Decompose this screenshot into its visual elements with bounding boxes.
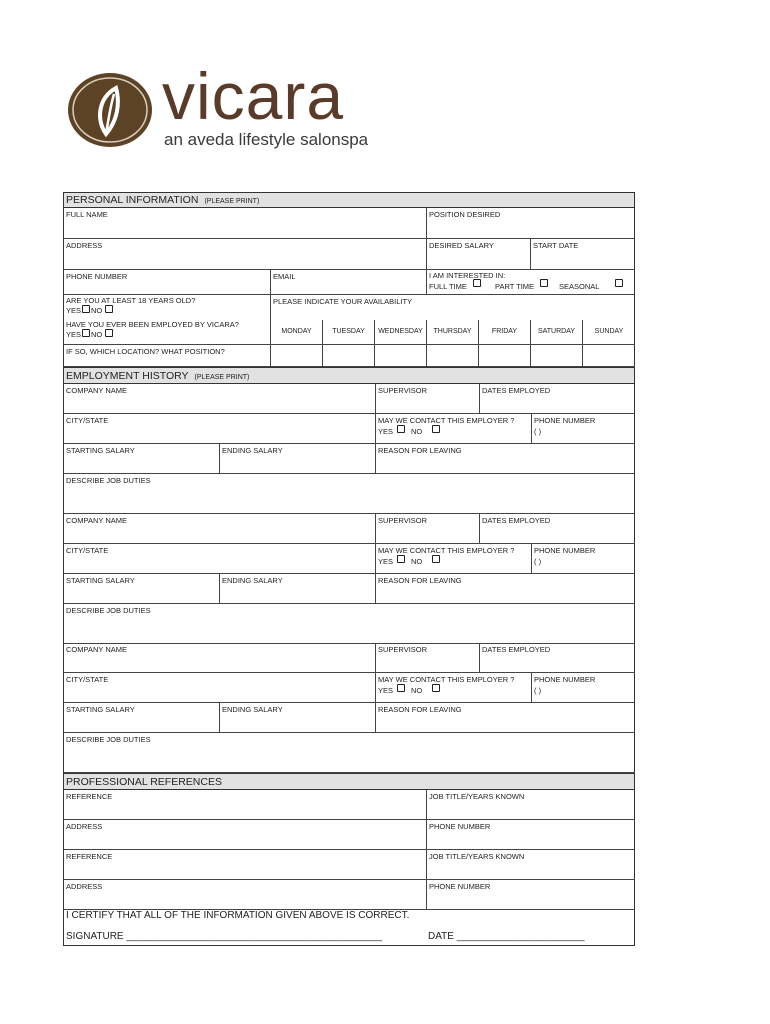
company-name-field[interactable] — [64, 643, 376, 673]
address-field[interactable] — [64, 239, 427, 270]
age-no-checkbox[interactable] — [105, 305, 113, 313]
employer-phone-field[interactable] — [532, 544, 635, 574]
day-label: THURSDAY — [433, 328, 472, 335]
contact-no-label: NO — [411, 557, 423, 566]
employed-yes-checkbox[interactable] — [82, 329, 90, 337]
ref-address-label: ADDRESS — [66, 882, 103, 891]
signature-line[interactable]: SIGNATURE ______________________________________________ — [66, 931, 383, 942]
day-label: MONDAY — [281, 328, 312, 335]
employed-question: HAVE YOU EVER BEEN EMPLOYED BY VICARA? — [66, 320, 239, 329]
contact-yes-checkbox[interactable] — [397, 555, 405, 563]
dates-employed-label: DATES EMPLOYED — [482, 516, 551, 525]
job-duties-field[interactable] — [64, 474, 635, 514]
availability-label: PLEASE INDICATE YOUR AVAILABILITY — [273, 297, 413, 306]
supervisor-field[interactable] — [376, 643, 480, 673]
age-question: ARE YOU AT LEAST 18 YEARS OLD? — [66, 296, 196, 305]
day-label: SATURDAY — [537, 328, 576, 335]
employer-phone-paren: ( ) — [534, 557, 542, 566]
ref-reference-label: REFERENCE — [66, 852, 113, 861]
full-time-checkbox[interactable] — [473, 279, 481, 287]
day-divider — [583, 344, 635, 345]
age-options — [66, 306, 116, 316]
dates-employed-label: DATES EMPLOYED — [482, 645, 551, 654]
desired-salary-label: DESIRED SALARY — [429, 241, 494, 250]
city-state-field[interactable] — [64, 544, 376, 574]
employed-no-checkbox[interactable] — [105, 329, 113, 337]
reason-leaving-label: REASON FOR LEAVING — [378, 576, 462, 585]
day-divider — [271, 344, 322, 345]
contact-question: MAY WE CONTACT THIS EMPLOYER ? — [378, 416, 515, 425]
contact-no-label: NO — [411, 686, 423, 695]
job-duties-label: DESCRIBE JOB DUTIES — [66, 735, 151, 744]
supervisor-field[interactable] — [376, 384, 480, 414]
phone-field[interactable] — [64, 270, 271, 295]
supervisor-label: SUPERVISOR — [378, 516, 428, 525]
application-form — [63, 192, 635, 946]
city-state-field[interactable] — [64, 673, 376, 703]
job-duties-label: DESCRIBE JOB DUTIES — [66, 606, 151, 615]
ref-phone-field[interactable] — [427, 880, 635, 910]
contact-employer-field[interactable] — [376, 673, 532, 703]
start-date-label: START DATE — [533, 241, 579, 250]
ref-job_title-field[interactable] — [427, 790, 635, 820]
age-no-label: NO — [91, 306, 103, 315]
email-field[interactable] — [271, 270, 427, 295]
starting-salary-field[interactable] — [64, 574, 220, 604]
phone-label: PHONE NUMBER — [66, 272, 128, 281]
age-yes-label: YES — [66, 306, 82, 315]
position-desired-field[interactable] — [427, 208, 635, 239]
section-header-personal — [64, 193, 634, 208]
city-state-label: CITY/STATE — [66, 546, 109, 555]
day-divider — [427, 344, 478, 345]
part-time-option — [495, 282, 551, 292]
section-header-employment — [64, 367, 634, 384]
start-date-field[interactable] — [531, 239, 635, 270]
dates-employed-field[interactable] — [480, 384, 635, 414]
location-question: IF SO, WHICH LOCATION? WHAT POSITION? — [66, 347, 225, 356]
ref-phone-field[interactable] — [427, 820, 635, 850]
availability-saturday[interactable] — [531, 320, 583, 367]
job-duties-field[interactable] — [64, 733, 635, 773]
availability-friday[interactable] — [479, 320, 531, 367]
starting-salary-label: STARTING SALARY — [66, 576, 135, 585]
ref-address-field[interactable] — [64, 880, 427, 910]
full-name-field[interactable] — [64, 208, 427, 239]
employer-phone-label: PHONE NUMBER — [534, 546, 596, 555]
desired-salary-field[interactable] — [427, 239, 531, 270]
contact-no-label: NO — [411, 427, 423, 436]
ending-salary-label: ENDING SALARY — [222, 705, 283, 714]
employed-no-label: NO — [91, 330, 103, 339]
contact-yes-checkbox[interactable] — [397, 425, 405, 433]
dates-employed-label: DATES EMPLOYED — [482, 386, 551, 395]
personal-title-note: (PLEASE PRINT) — [204, 198, 260, 205]
availability-wednesday[interactable] — [375, 320, 427, 367]
day-label: WEDNESDAY — [378, 328, 423, 335]
starting-salary-label: STARTING SALARY — [66, 446, 135, 455]
dates-employed-field[interactable] — [480, 514, 635, 544]
location-field[interactable] — [64, 345, 271, 367]
full-name-label: FULL NAME — [66, 210, 108, 219]
seasonal-label: SEASONAL — [559, 282, 600, 291]
interested-label: I AM INTERESTED IN: — [429, 271, 506, 280]
employer-phone-field[interactable] — [532, 673, 635, 703]
day-divider — [323, 344, 374, 345]
availability-tuesday[interactable] — [323, 320, 375, 367]
position-desired-label: POSITION DESIRED — [429, 210, 501, 219]
starting-salary-label: STARTING SALARY — [66, 705, 135, 714]
company-name-label: COMPANY NAME — [66, 386, 127, 395]
contact-yes-label: YES — [378, 557, 394, 566]
employer-phone-label: PHONE NUMBER — [534, 416, 596, 425]
ref-address-label: ADDRESS — [66, 822, 103, 831]
ref-reference-field[interactable] — [64, 790, 427, 820]
contact-yes-label: YES — [378, 686, 394, 695]
contact-no-checkbox[interactable] — [432, 555, 440, 563]
seasonal-option — [559, 282, 626, 292]
employment-title: EMPLOYMENT HISTORY — [66, 370, 189, 382]
starting-salary-field[interactable] — [64, 444, 220, 474]
company-name-label: COMPANY NAME — [66, 516, 127, 525]
reason-leaving-field[interactable] — [376, 574, 635, 604]
city-state-label: CITY/STATE — [66, 416, 109, 425]
reason-leaving-label: REASON FOR LEAVING — [378, 705, 462, 714]
certify-statement: I CERTIFY THAT ALL OF THE INFORMATION GIVEN ABOVE IS CORRECT. — [66, 910, 410, 921]
job-duties-label: DESCRIBE JOB DUTIES — [66, 476, 151, 485]
contact-yes-checkbox[interactable] — [397, 684, 405, 692]
ending-salary-field[interactable] — [220, 703, 376, 733]
reason-leaving-label: REASON FOR LEAVING — [378, 446, 462, 455]
company-name-field[interactable] — [64, 384, 376, 414]
ref-reference-label: REFERENCE — [66, 792, 113, 801]
ref-phone-label: PHONE NUMBER — [429, 822, 491, 831]
day-divider — [375, 344, 426, 345]
availability-monday[interactable] — [271, 320, 323, 367]
ref-phone-label: PHONE NUMBER — [429, 882, 491, 891]
city-state-label: CITY/STATE — [66, 675, 109, 684]
email-label: EMAIL — [273, 272, 296, 281]
part-time-label: PART TIME — [495, 282, 535, 291]
employer-phone-paren: ( ) — [534, 427, 542, 436]
contact-no-checkbox[interactable] — [432, 684, 440, 692]
ending-salary-field[interactable] — [220, 444, 376, 474]
employed-options — [66, 330, 116, 340]
day-divider — [531, 344, 582, 345]
age-yes-checkbox[interactable] — [82, 305, 90, 313]
contact-question: MAY WE CONTACT THIS EMPLOYER ? — [378, 675, 515, 684]
ending-salary-field[interactable] — [220, 574, 376, 604]
day-divider — [479, 344, 530, 345]
dates-employed-field[interactable] — [480, 643, 635, 673]
ending-salary-label: ENDING SALARY — [222, 576, 283, 585]
ending-salary-label: ENDING SALARY — [222, 446, 283, 455]
ref-job_title-field[interactable] — [427, 850, 635, 880]
employer-phone-paren: ( ) — [534, 686, 542, 695]
date-line[interactable]: DATE _______________________ — [428, 931, 585, 942]
contact-yes-label: YES — [378, 427, 394, 436]
full-time-label: FULL TIME — [429, 282, 467, 291]
day-label: TUESDAY — [332, 328, 365, 335]
supervisor-label: SUPERVISOR — [378, 386, 428, 395]
logo-wordmark: vicara — [162, 59, 345, 133]
reason-leaving-field[interactable] — [376, 703, 635, 733]
contact-question: MAY WE CONTACT THIS EMPLOYER ? — [378, 546, 515, 555]
employer-phone-field[interactable] — [532, 414, 635, 444]
full-time-option — [429, 282, 484, 292]
logo-tagline: an aveda lifestyle salonspa — [164, 130, 369, 149]
job-duties-field[interactable] — [64, 604, 635, 644]
supervisor-label: SUPERVISOR — [378, 645, 428, 654]
reason-leaving-field[interactable] — [376, 444, 635, 474]
contact-employer-field[interactable] — [376, 414, 532, 444]
availability-thursday[interactable] — [427, 320, 479, 367]
interest-field — [427, 270, 635, 295]
personal-title: PERSONAL INFORMATION — [66, 194, 199, 206]
availability-header — [271, 295, 635, 320]
address-label: ADDRESS — [66, 241, 103, 250]
city-state-field[interactable] — [64, 414, 376, 444]
references-title: PROFESSIONAL REFERENCES — [66, 776, 222, 788]
contact-no-checkbox[interactable] — [432, 425, 440, 433]
section-header-references — [64, 773, 634, 790]
ref-reference-field[interactable] — [64, 850, 427, 880]
starting-salary-field[interactable] — [64, 703, 220, 733]
day-label: SUNDAY — [594, 328, 624, 335]
employer-phone-label: PHONE NUMBER — [534, 675, 596, 684]
leaf-icon — [66, 72, 158, 152]
availability-sunday[interactable] — [583, 320, 635, 367]
ref-job_title-label: JOB TITLE/YEARS KNOWN — [429, 792, 525, 801]
contact-employer-field[interactable] — [376, 544, 532, 574]
part-time-checkbox[interactable] — [540, 279, 548, 287]
employment-title-note: (PLEASE PRINT) — [194, 374, 250, 381]
employed-yes-label: YES — [66, 330, 82, 339]
ref-job_title-label: JOB TITLE/YEARS KNOWN — [429, 852, 525, 861]
supervisor-field[interactable] — [376, 514, 480, 544]
vicara-logo — [66, 59, 386, 162]
company-name-field[interactable] — [64, 514, 376, 544]
day-label: FRIDAY — [491, 328, 518, 335]
company-name-label: COMPANY NAME — [66, 645, 127, 654]
eligibility-field — [64, 295, 271, 345]
ref-address-field[interactable] — [64, 820, 427, 850]
seasonal-checkbox[interactable] — [615, 279, 623, 287]
